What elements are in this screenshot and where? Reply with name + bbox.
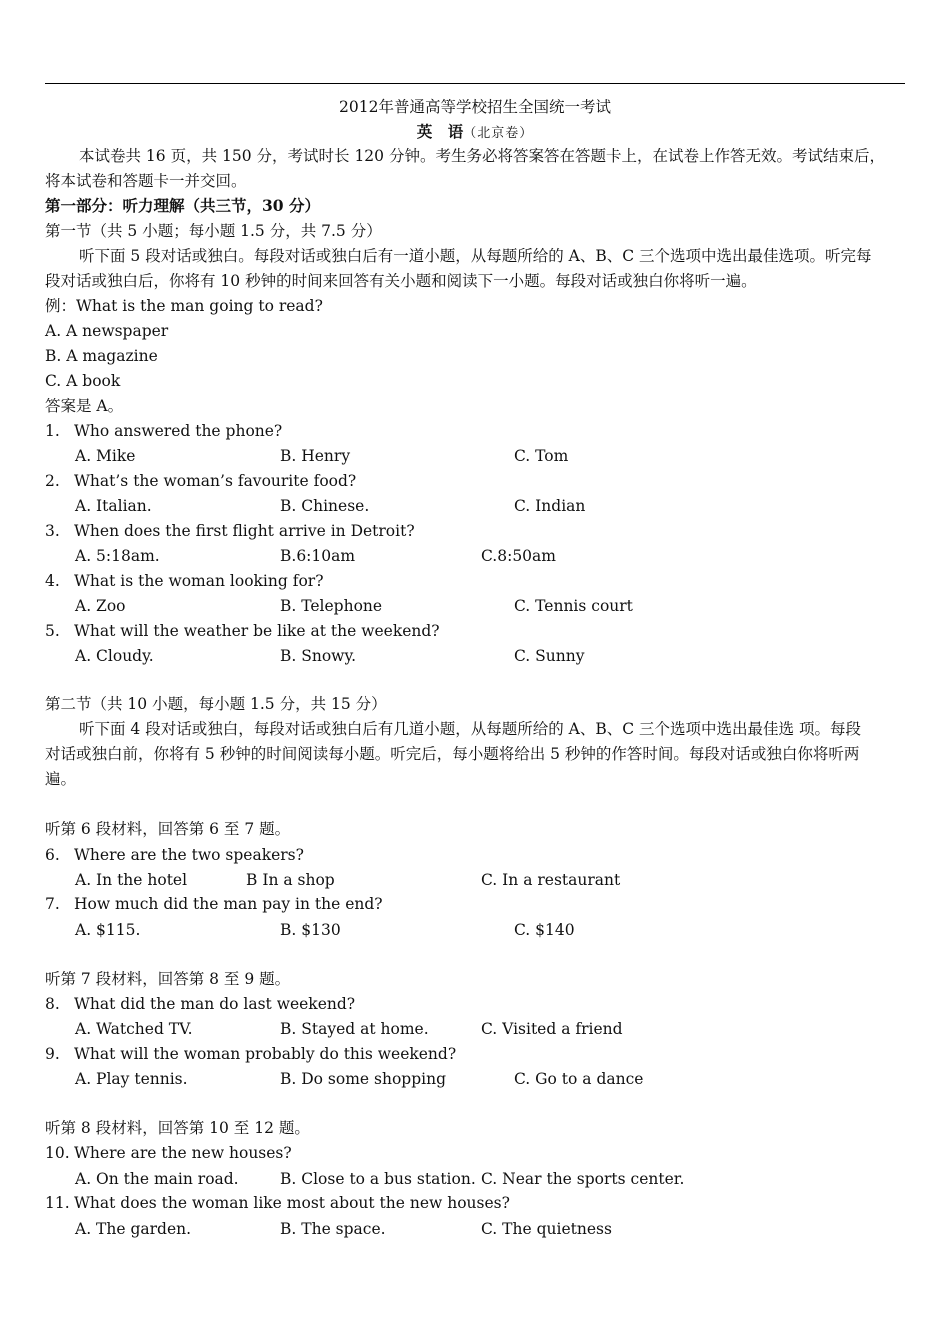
subject-name: 英 语 [416, 122, 464, 141]
intro-line-2: 将本试卷和答题卡一并交回。 [45, 172, 247, 190]
question-text: What will the woman probably do this weekend? [74, 1045, 457, 1063]
question-text: What does the woman like most about the new houses? [74, 1194, 510, 1212]
option-c: C. Go to a dance [514, 1070, 644, 1088]
question-number: 9. [45, 1045, 60, 1063]
option-b: B. $130 [280, 921, 341, 939]
question-number: 1. [45, 422, 60, 440]
question-number: 4. [45, 572, 60, 590]
question-number: 10. [45, 1144, 70, 1162]
example-option-c: C. A book [45, 372, 121, 390]
question-number: 3. [45, 522, 60, 540]
option-b: B In a shop [246, 871, 335, 889]
option-c: C. Tennis court [514, 597, 633, 615]
group-heading-7: 听第 7 段材料，回答第 8 至 9 题。 [45, 970, 291, 988]
option-c: C. Visited a friend [481, 1020, 623, 1038]
subject-line [0, 122, 950, 144]
question-text: When does the first flight arrive in Detroit? [74, 522, 415, 540]
option-c: C. Near the sports center. [481, 1170, 685, 1188]
section1-instructions-2: 段对话或独白后，你将有 10 秒钟的时间来回答有关小题和阅读下一小题。每段对话或独白你将听一遍。 [45, 272, 757, 290]
question-text: What did the man do last weekend? [74, 995, 356, 1013]
option-b: B. Do some shopping [280, 1070, 446, 1088]
example-answer: 答案是 A。 [45, 397, 124, 415]
part1-heading: 第一部分：听力理解（共三节，30 分） [45, 196, 320, 215]
section2-heading: 第二节（共 10 小题，每小题 1.5 分，共 15 分） [45, 695, 387, 713]
option-a: A. $115. [75, 921, 141, 939]
option-a: A. The garden. [75, 1220, 192, 1238]
question-number: 7. [45, 895, 60, 913]
option-c: C. The quietness [481, 1220, 612, 1238]
option-b: B.6:10am [280, 547, 356, 565]
option-a: A. Watched TV. [75, 1020, 193, 1038]
question-text: Where are the two speakers? [74, 846, 304, 864]
option-a: A. Italian. [75, 497, 152, 515]
option-a: A. 5:18am. [75, 547, 160, 565]
question-number: 8. [45, 995, 60, 1013]
question-number: 5. [45, 622, 60, 640]
option-c: C.8:50am [481, 547, 556, 565]
group-heading-6: 听第 6 段材料，回答第 6 至 7 题。 [45, 820, 291, 838]
option-a: A. Cloudy. [75, 647, 154, 665]
option-a: A. Zoo [75, 597, 126, 615]
option-b: B. Telephone [280, 597, 383, 615]
option-b: B. Stayed at home. [280, 1020, 429, 1038]
section2-instructions-2: 对话或独白前，你将有 5 秒钟的时间阅读每小题。听完后，每小题将给出 5 秒钟的作答时间。每段对话或独白你将听两 [45, 745, 860, 763]
option-b: B. The space. [280, 1220, 386, 1238]
question-text: What’s the woman’s favourite food? [74, 472, 357, 490]
option-b: B. Snowy. [280, 647, 357, 665]
question-text: Who answered the phone? [74, 422, 283, 440]
option-b: B. Chinese. [280, 497, 370, 515]
group-heading-8: 听第 8 段材料，回答第 10 至 12 题。 [45, 1119, 310, 1137]
question-text: How much did the man pay in the end? [74, 895, 383, 913]
section2-instructions-1: 听下面 4 段对话或独白，每段对话或独白后有几道小题，从每题所给的 A、B、C 三个选项中选出最佳选 项。每段 [79, 720, 861, 738]
option-a: A. In the hotel [75, 871, 188, 889]
question-text: Where are the new houses? [74, 1144, 292, 1162]
option-b: B. Close to a bus station. [280, 1170, 476, 1188]
option-c: C. Tom [514, 447, 569, 465]
option-c: C. In a restaurant [481, 871, 621, 889]
question-number: 11. [45, 1194, 70, 1212]
intro-line-1: 本试卷共 16 页，共 150 分，考试时长 120 分钟。考生务必将答案答在答题卡上，在试卷上作答无效。考试结束后， [79, 147, 885, 165]
option-a: A. On the main road. [75, 1170, 239, 1188]
top-rule [45, 83, 905, 84]
section1-instructions-1: 听下面 5 段对话或独白。每段对话或独白后有一道小题，从每题所给的 A、B、C 三个选项中选出最佳选项。听完每 [79, 247, 872, 265]
edition-label: （北京卷） [463, 126, 534, 141]
question-text: What will the weather be like at the weekend? [74, 622, 440, 640]
question-number: 6. [45, 846, 60, 864]
option-a: A. Mike [75, 447, 136, 465]
section1-heading: 第一节（共 5 小题；每小题 1.5 分，共 7.5 分） [45, 222, 382, 240]
option-b: B. Henry [280, 447, 351, 465]
example-question: 例：What is the man going to read? [45, 297, 323, 315]
question-number: 2. [45, 472, 60, 490]
option-a: A. Play tennis. [75, 1070, 188, 1088]
option-c: C. Sunny [514, 647, 585, 665]
exam-title: 2012年普通高等学校招生全国统一考试 [339, 98, 611, 116]
section2-instructions-3: 遍。 [45, 770, 77, 788]
example-option-a: A. A newspaper [45, 322, 169, 340]
example-option-b: B. A magazine [45, 347, 158, 365]
option-c: C. Indian [514, 497, 586, 515]
option-c: C. $140 [514, 921, 575, 939]
question-text: What is the woman looking for? [74, 572, 324, 590]
